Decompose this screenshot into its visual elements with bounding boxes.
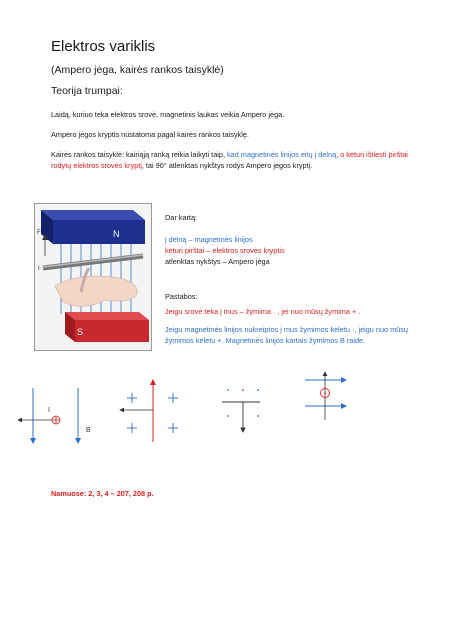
rule-text-current: o keturi ištiesti pirštai rodytų elektros srovės kryptį — [51, 150, 408, 170]
exercise-diagrams — [0, 360, 474, 460]
left-hand-rule-text — [51, 150, 423, 171]
reminder-line-current: keturi pirštai – elektros srovės kryptis — [165, 246, 285, 255]
reminder-heading: Dar kartą: — [165, 213, 198, 222]
diagram-4 — [305, 372, 346, 420]
notes-heading: Pastabos: — [165, 292, 198, 301]
paragraph-ampere-force: Laidą, kuriuo teka elektros srovė, magnetinis laukas veikia Ampero jėga. — [51, 110, 285, 119]
note-current: Jeigu srovė teka į mus – žymima · , jei nuo mūsų žymima + . — [165, 307, 361, 316]
diagram-1 — [18, 388, 91, 443]
reminder-line-field: į delną – magnetinės linijos — [165, 235, 253, 244]
hand — [55, 276, 137, 306]
homework-text: Namuose: 2, 3, 4 – 207, 208 p. — [51, 489, 154, 498]
force-label: F — [37, 230, 41, 236]
magnet-s-label: S — [77, 327, 84, 337]
left-hand-rule-figure — [34, 203, 152, 351]
diagram-1-field-label: B — [86, 427, 91, 434]
note-field-lines: Jeigu magnetinės linijos nukreiptos į mus žymimos keletu ·, jeigu nuo mūsų žymimos keletu +. Magnetinės linijos kartais žymimos B raide. — [165, 325, 408, 345]
rule-text-1: Kairės rankos taisyklė: kairiąją ranką reikia laikyti taip, — [51, 150, 228, 159]
diagram-3 — [222, 389, 260, 432]
diagram-2 — [120, 380, 178, 442]
wire — [43, 256, 143, 268]
diagram-1-current-label: I — [48, 407, 50, 414]
theory-heading: Teorija trumpai: — [51, 85, 123, 97]
reminder-line-force: atlenktas nykštys – Ampero jėga — [165, 257, 270, 266]
rule-text-field-lines: kad magnetinės linijos eitų į delną — [227, 150, 337, 159]
current-label: I — [38, 266, 40, 272]
paragraph-left-hand: Ampero jėgos kryptis nustatoma pagal kairės rankos taisyklę. — [51, 130, 249, 139]
page-title: Elektros variklis — [51, 38, 156, 55]
magnet-n-label: N — [113, 229, 120, 239]
page-subtitle: (Ampero jėga, kairės rankos taisyklė) — [51, 64, 224, 76]
rule-text-5: , tai 90° atlenktas nykštys rodys Ampero jėgos kryptį. — [141, 160, 313, 170]
rule-text-3: , — [336, 150, 341, 159]
